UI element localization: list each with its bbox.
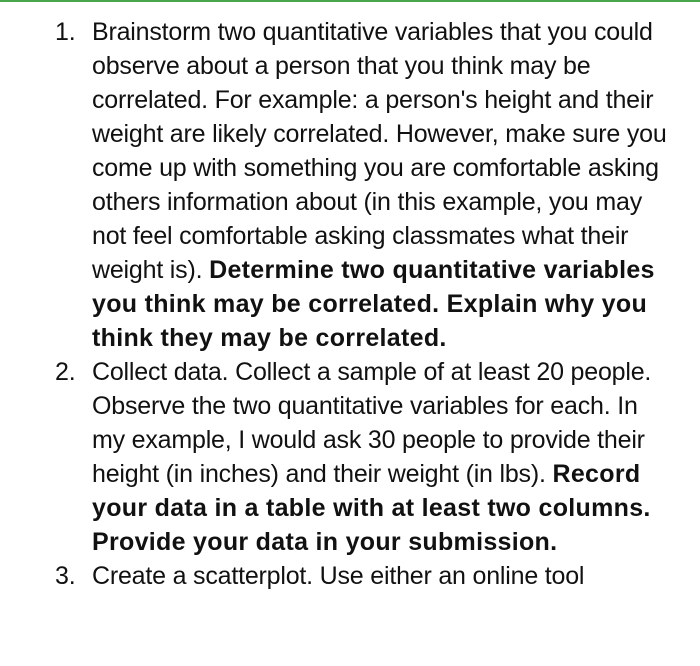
step-text: Collect data. Collect a sample of at least 20 people. Observe the two quantitative variables for each. In my example, I would ask 30 people to provide their height (in inches) and their weight (in lbs). (92, 358, 652, 488)
step-requirement: Record your data in a table with at least two columns. Provide your data in your submission. (92, 460, 651, 556)
step-number: 1. (55, 18, 76, 46)
instruction-step-1 (0, 15, 700, 355)
step-text: Create a scatterplot. Use either an online tool (92, 562, 585, 590)
top-divider (0, 0, 700, 2)
step-text: Brainstorm two quantitative variables that you could observe about a person that you think may be correlated. For example: a person's height and their weight are likely correlated. However, make sure you come up with something you are comfortable asking others information about (in this example, you may not feel comfortable asking classmates what their weight is). (92, 18, 667, 284)
step-number: 3. (55, 562, 76, 590)
assignment-instructions (0, 15, 700, 593)
instruction-step-3 (0, 559, 700, 593)
instruction-step-2 (0, 355, 700, 559)
step-requirement: Determine two quantitative variables you think may be correlated. Explain why you think they may be correlated. (92, 256, 655, 352)
step-number: 2. (55, 358, 76, 386)
instruction-list (0, 15, 700, 593)
